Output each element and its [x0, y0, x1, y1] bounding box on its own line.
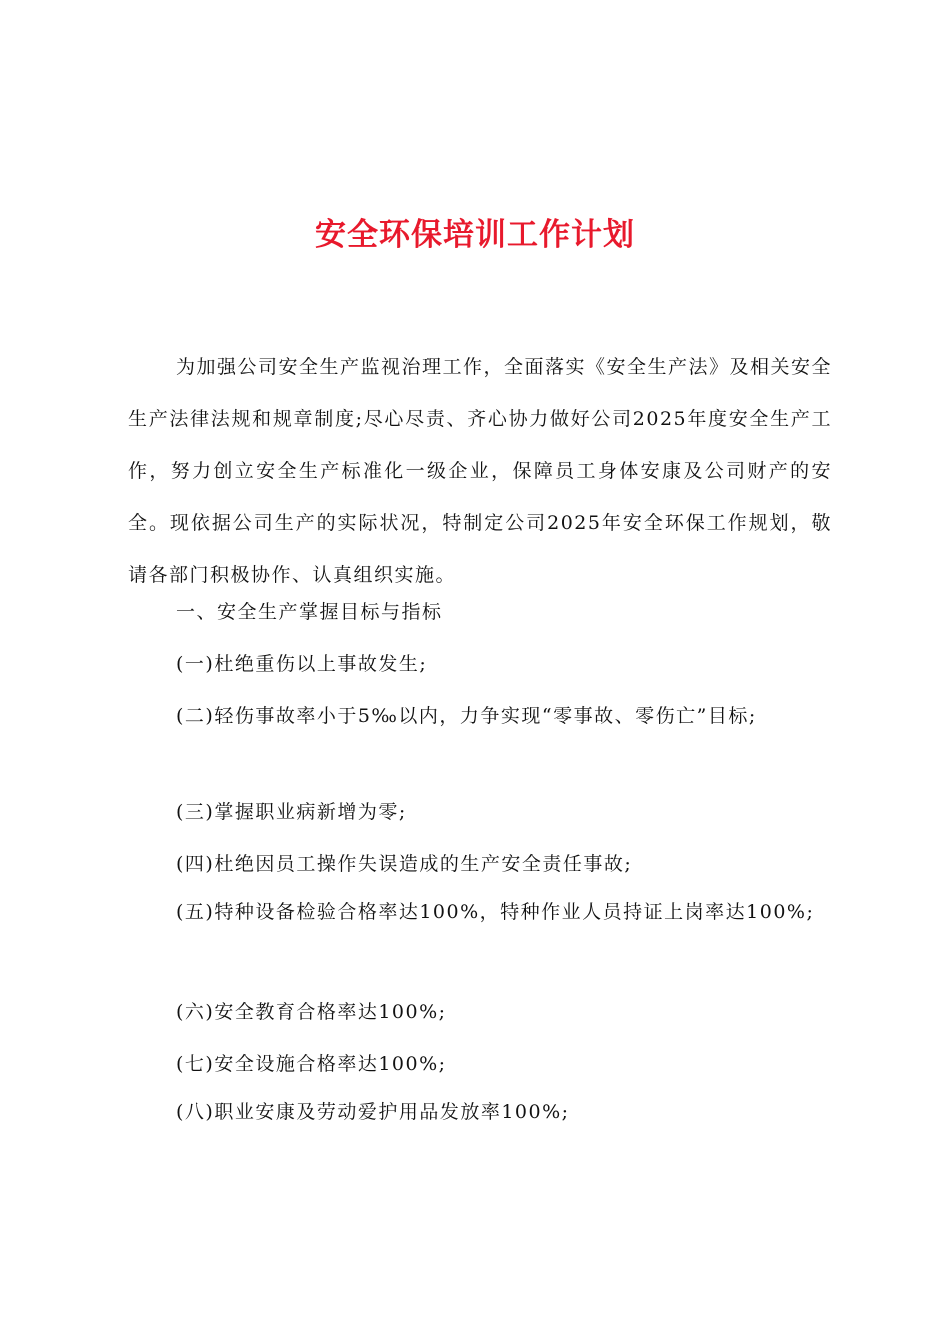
list-item: (二)轻伤事故率小于5‰以内，力争实现“零事故、零伤亡”目标; [176, 705, 757, 727]
list-item: (三)掌握职业病新增为零; [176, 801, 407, 823]
list-item: (八)职业安康及劳动爱护用品发放率100%; [176, 1101, 570, 1123]
list-item: (六)安全教育合格率达100%; [176, 1001, 447, 1023]
list-item: (一)杜绝重伤以上事故发生; [176, 653, 428, 675]
list-item: (四)杜绝因员工操作失误造成的生产安全责任事故; [176, 853, 633, 875]
document-title: 安全环保培训工作计划 [315, 217, 635, 253]
intro-paragraph: 为加强公司安全生产监视治理工作，全面落实《安全生产法》及相关安全生产法律法规和规章制度;尽心尽责、齐心协力做好公司2025年度安全生产工作，努力创立安全生产标准化一级企业，保障员工身体安康及公司财产的安全。现依据公司生产的实际状况，特制定公司2025年安全环保工作规划，敬请各部门积极协作、认真组织实施。 [128, 356, 833, 586]
list-item: (五)特种设备检验合格率达100%，特种作业人员持证上岗率达100%; [176, 901, 815, 923]
list-item: (七)安全设施合格率达100%; [176, 1053, 447, 1075]
section-heading: 一、安全生产掌握目标与指标 [176, 601, 443, 623]
